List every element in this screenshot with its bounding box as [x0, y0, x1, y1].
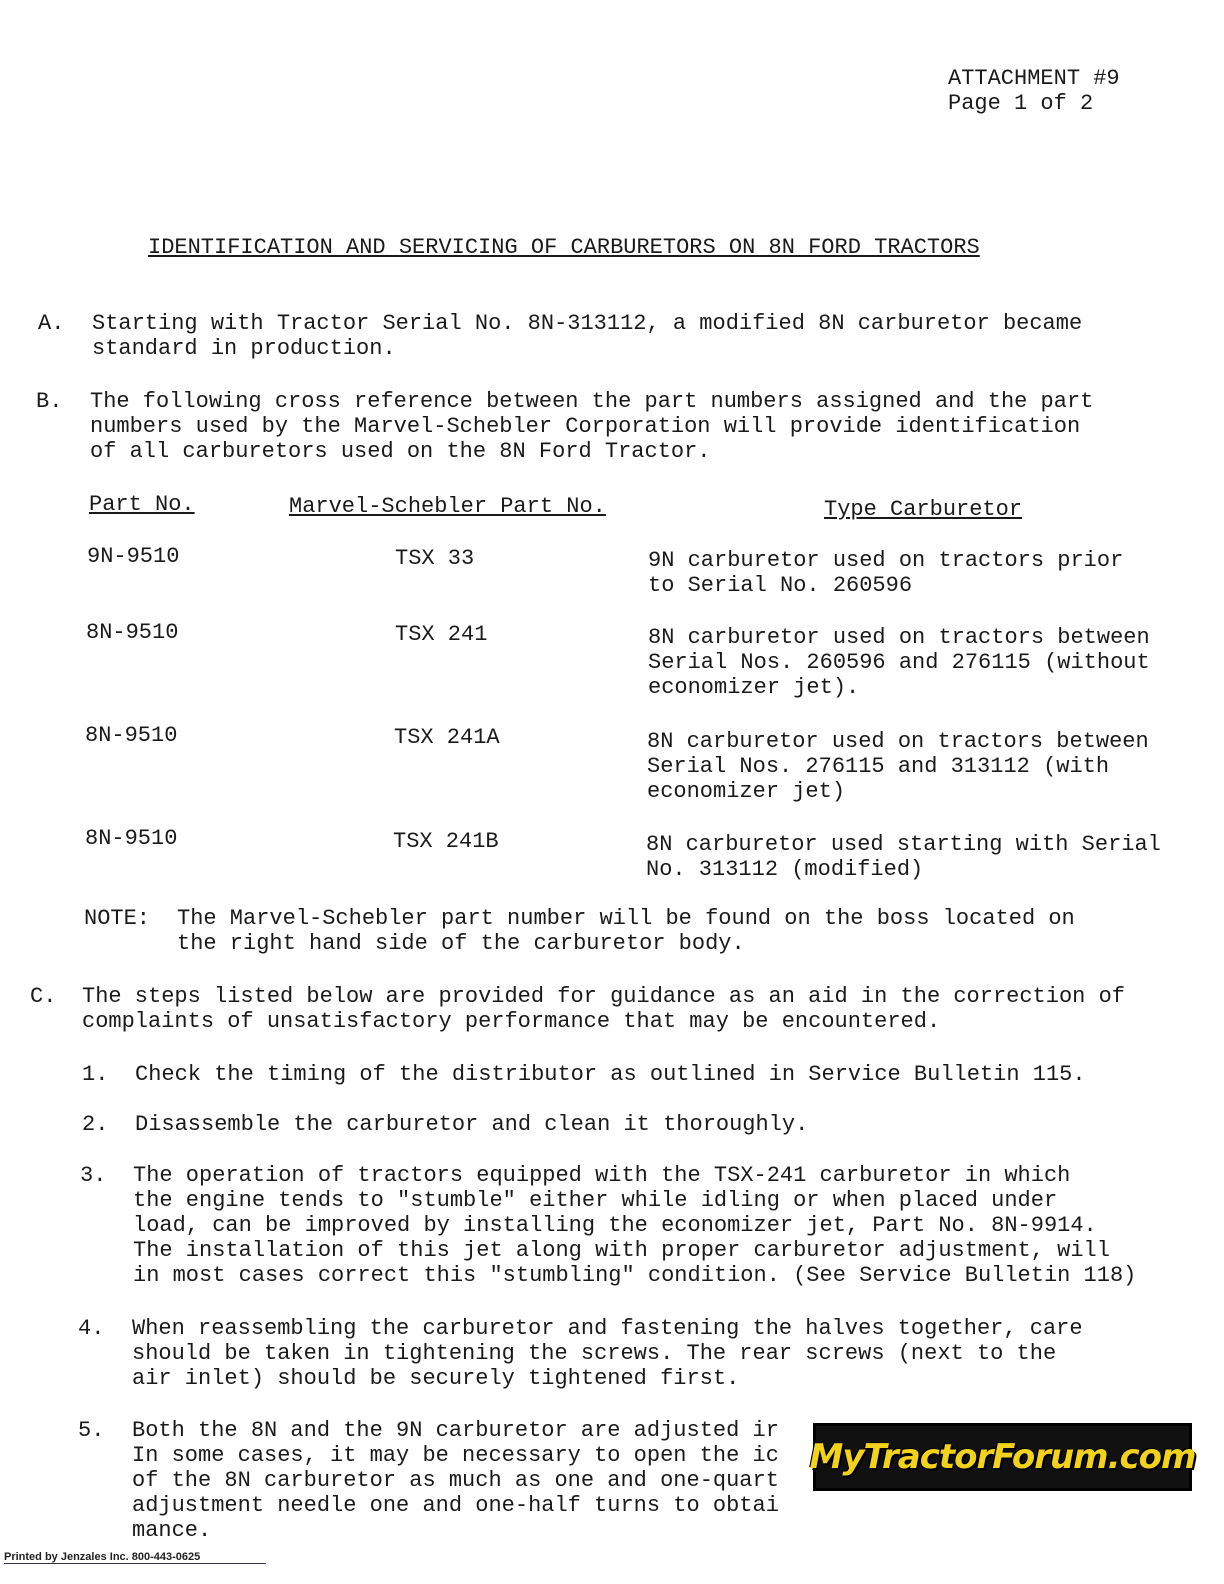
step-5-number: 5.: [78, 1418, 105, 1443]
column-header-ms-part-no: Marvel-Schebler Part No.: [289, 494, 606, 519]
attachment-header: [948, 66, 1120, 116]
section-b-text: The following cross reference between the part numbers assigned and the part numbers used by the Marvel-Schebler Corporation will provide identification of all carburetors used on the 8N Ford Tractor.: [90, 389, 1094, 464]
step-1-number: 1.: [82, 1062, 109, 1087]
note-text: The Marvel-Schebler part number will be found on the boss located on the right hand side of the carburetor body.: [177, 906, 1075, 956]
row-1-part-no: 9N-9510: [87, 544, 180, 569]
page-indicator: Page 1 of 2: [948, 91, 1094, 116]
row-2-type: 8N carburetor used on tractors between Serial Nos. 260596 and 276115 (without economizer jet).: [648, 625, 1150, 700]
watermark-logo: [809, 1423, 1196, 1491]
row-2-ms-part-no: TSX 241: [395, 622, 488, 647]
attachment-number: ATTACHMENT #9: [948, 66, 1120, 91]
step-2-text: Disassemble the carburetor and clean it thoroughly.: [135, 1112, 809, 1137]
footer-rule: [4, 1563, 266, 1564]
row-3-ms-part-no: TSX 241A: [394, 725, 500, 750]
document-title: IDENTIFICATION AND SERVICING OF CARBURETORS ON 8N FORD TRACTORS: [148, 235, 980, 260]
section-a-text: Starting with Tractor Serial No. 8N-313112, a modified 8N carburetor became standard in production.: [92, 311, 1083, 361]
column-header-part-no: Part No.: [89, 492, 195, 517]
row-4-type: 8N carburetor used starting with Serial No. 313112 (modified): [646, 832, 1161, 882]
column-header-type: Type Carburetor: [824, 497, 1023, 522]
section-c-label: C.: [30, 984, 57, 1009]
section-a-label: A.: [38, 311, 65, 336]
watermark-text: MyTractorForum.com: [809, 1436, 1196, 1477]
row-1-type: 9N carburetor used on tractors prior to Serial No. 260596: [648, 548, 1124, 598]
row-3-part-no: 8N-9510: [85, 723, 178, 748]
step-4-text: When reassembling the carburetor and fastening the halves together, care should be taken in tightening the screws. The rear screws (next to the air inlet) should be securely tightened first.: [132, 1316, 1083, 1391]
step-3-number: 3.: [80, 1163, 107, 1188]
row-3-type: 8N carburetor used on tractors between Serial Nos. 276115 and 313112 (with economizer jet): [647, 729, 1149, 804]
printer-footer: Printed by Jenzales Inc. 800-443-0625: [4, 1551, 201, 1563]
step-1-text: Check the timing of the distributor as outlined in Service Bulletin 115.: [135, 1062, 1086, 1087]
row-2-part-no: 8N-9510: [86, 620, 179, 645]
step-4-number: 4.: [78, 1316, 105, 1341]
note-label: NOTE:: [84, 906, 151, 931]
row-4-ms-part-no: TSX 241B: [393, 829, 499, 854]
section-c-text: The steps listed below are provided for guidance as an aid in the correction of complaints of unsatisfactory performance that may be encountered.: [82, 984, 1125, 1034]
section-b-label: B.: [36, 389, 63, 414]
row-1-ms-part-no: TSX 33: [395, 546, 475, 571]
step-2-number: 2.: [82, 1112, 109, 1137]
row-4-part-no: 8N-9510: [85, 826, 178, 851]
step-3-text: The operation of tractors equipped with the TSX-241 carburetor in which the engine tends to "stumble" either while idling or when placed under load, can be improved by installing the economizer jet, Part No. 8N-9914. The installation of this jet along with proper carburetor adjustment, will in most cases correct this "stumbling" condition. (See Service Bulletin 118): [133, 1163, 1137, 1288]
step-5-text: Both the 8N and the 9N carburetor are adjusted ir In some cases, it may be necessary to open the ic of the 8N carburetor as much as one and one-quart adjustment needle one and one-half turns to obtai mance.: [132, 1418, 779, 1543]
